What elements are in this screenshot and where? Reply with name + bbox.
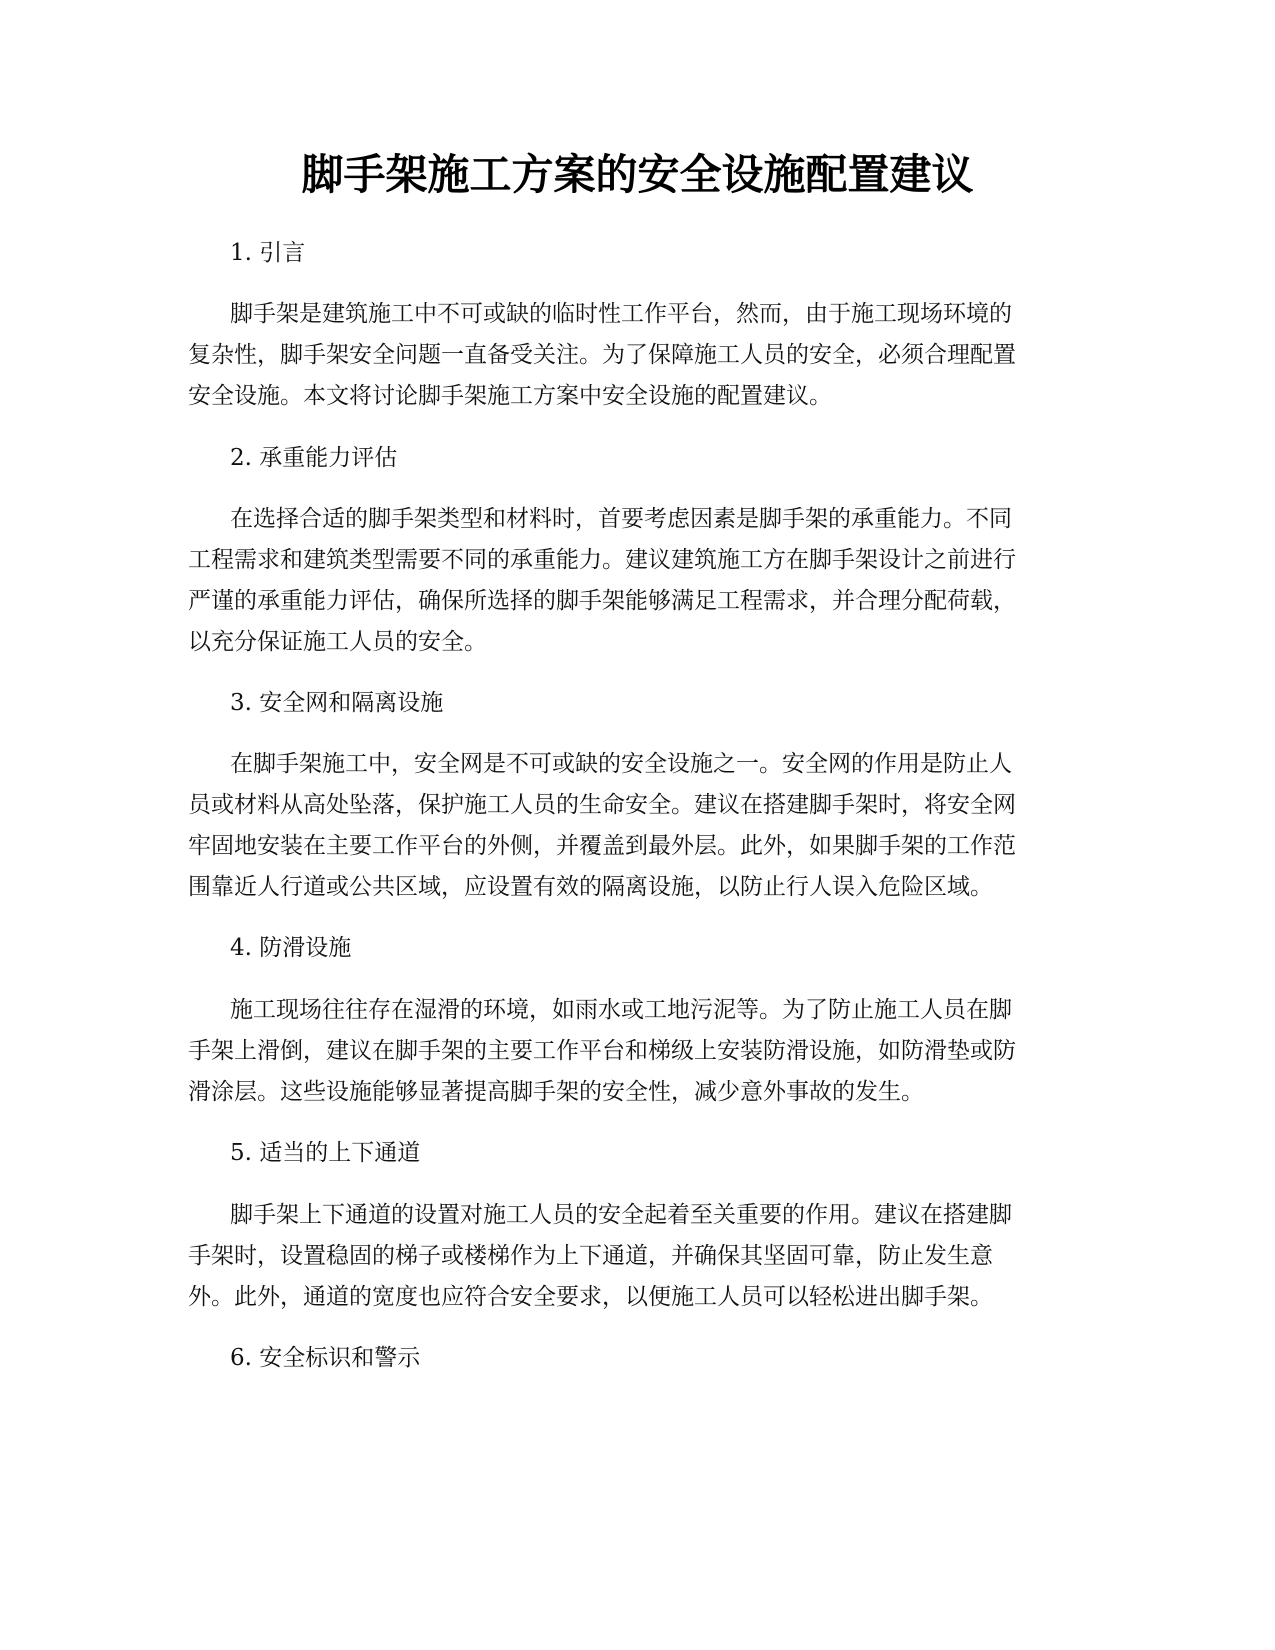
section-heading: 6. 安全标识和警示 [230, 1345, 421, 1371]
section-paragraph [188, 499, 1088, 663]
document-title: 脚手架施工方案的安全设施配置建议 [301, 150, 974, 199]
paragraph-line: 工程需求和建筑类型需要不同的承重能力。建议建筑施工方在脚手架设计之前进行 [188, 547, 1016, 573]
paragraph-line: 在选择合适的脚手架类型和材料时，首要考虑因素是脚手架的承重能力。不同 [230, 506, 1012, 532]
section-heading: 2. 承重能力评估 [230, 445, 398, 471]
paragraph-line: 脚手架是建筑施工中不可或缺的临时性工作平台，然而，由于施工现场环境的 [230, 301, 1012, 327]
paragraph-line: 牢固地安装在主要工作平台的外侧，并覆盖到最外层。此外，如果脚手架的工作范 [188, 833, 1016, 859]
section-paragraph [188, 990, 1088, 1113]
section-heading: 1. 引言 [230, 240, 306, 266]
paragraph-line: 严谨的承重能力评估，确保所选择的脚手架能够满足工程需求，并合理分配荷载， [188, 588, 1016, 614]
section-paragraph [188, 1195, 1088, 1318]
section-heading: 4. 防滑设施 [230, 935, 352, 961]
paragraph-line: 手架上滑倒，建议在脚手架的主要工作平台和梯级上安装防滑设施，如防滑垫或防 [188, 1038, 1016, 1064]
paragraph-line: 手架时，设置稳固的梯子或楼梯作为上下通道，并确保其坚固可靠，防止发生意 [188, 1243, 993, 1269]
paragraph-line: 员或材料从高处坠落，保护施工人员的生命安全。建议在搭建脚手架时，将安全网 [188, 792, 1016, 818]
section-heading: 3. 安全网和隔离设施 [230, 690, 444, 716]
paragraph-line: 复杂性，脚手架安全问题一直备受关注。为了保障施工人员的安全，必须合理配置 [188, 342, 1016, 368]
paragraph-line: 滑涂层。这些设施能够显著提高脚手架的安全性，减少意外事故的发生。 [188, 1079, 924, 1105]
paragraph-line: 脚手架上下通道的设置对施工人员的安全起着至关重要的作用。建议在搭建脚 [230, 1202, 1012, 1228]
paragraph-line: 外。此外，通道的宽度也应符合安全要求，以便施工人员可以轻松进出脚手架。 [188, 1284, 993, 1310]
paragraph-line: 围靠近人行道或公共区域，应设置有效的隔离设施，以防止行人误入危险区域。 [188, 874, 993, 900]
section-paragraph [188, 294, 1088, 417]
paragraph-line: 以充分保证施工人员的安全。 [188, 629, 487, 655]
paragraph-line: 在脚手架施工中，安全网是不可或缺的安全设施之一。安全网的作用是防止人 [230, 751, 1012, 777]
paragraph-line: 安全设施。本文将讨论脚手架施工方案中安全设施的配置建议。 [188, 383, 832, 409]
paragraph-line: 施工现场往往存在湿滑的环境，如雨水或工地污泥等。为了防止施工人员在脚 [230, 997, 1012, 1023]
section-paragraph [188, 744, 1088, 908]
section-heading: 5. 适当的上下通道 [230, 1140, 421, 1166]
